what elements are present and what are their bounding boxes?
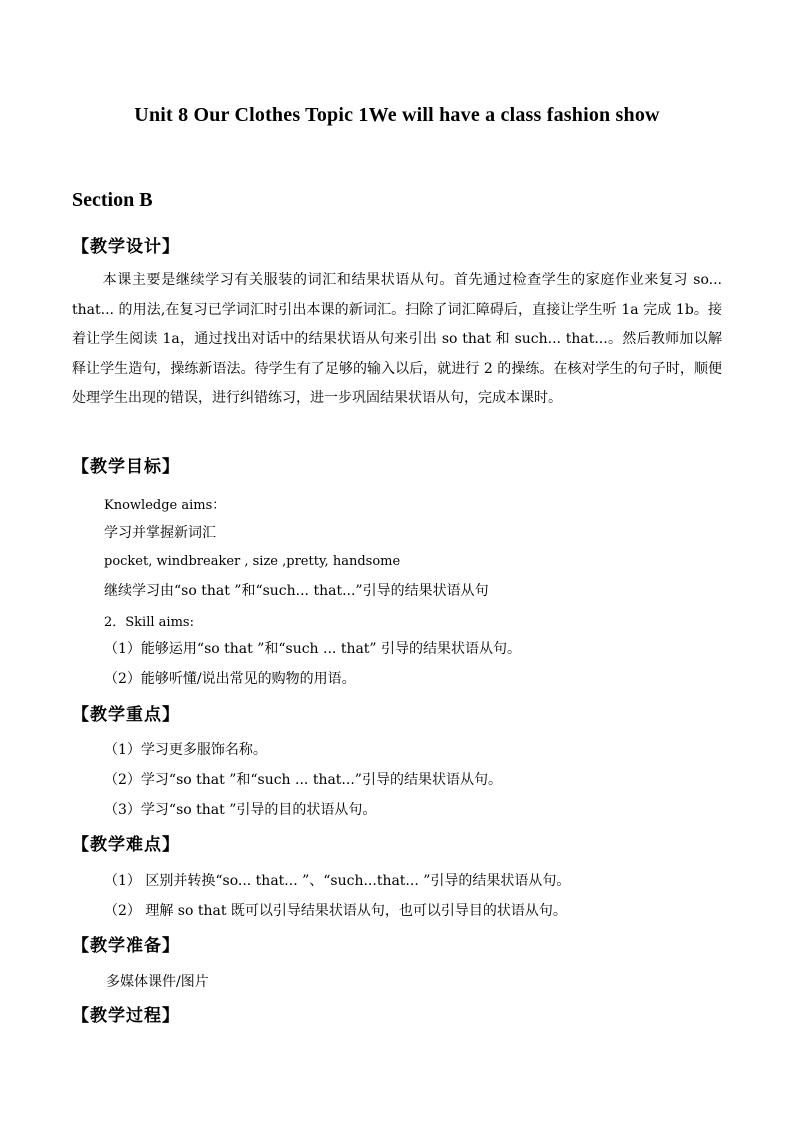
knowledge-item-3: 继续学习由“so that ”和“such... that...”引导的结果状语从句 [104, 583, 489, 599]
heading-preparation: 【教学准备】 [72, 936, 180, 956]
skill-item-2: （2）能够听懂/说出常见的购物的用语。 [104, 671, 356, 687]
heading-teaching-objectives: 【教学目标】 [72, 457, 180, 477]
key-point-3: （3）学习“so that ”引导的目的状语从句。 [104, 802, 377, 818]
key-point-1: （1）学习更多服饰名称。 [104, 742, 267, 758]
document-title: Unit 8 Our Clothes Topic 1We will have a class fashion show [134, 104, 660, 126]
skill-item-1: （1）能够运用“so that ”和“such ... that” 引导的结果状语从句。 [104, 641, 522, 657]
teaching-design-text: 本课主要是继续学习有关服装的词汇和结果状语从句。首先通过检查学生的家庭作业来复习 so... that... 的用法,在复习已学词汇时引出本课的新词汇。扫除了词汇障碍后，直接让学生听 1a 完成 1b。接着让学生阅读 1a，通过找出对话中的结果状语从句来引出 so that 和 such... that...。然后教师加以解释让学生造句，操练新语法。待学生有了足够的输入以后，就进行 2 的操练。在核对学生的句子时，顺便处理学生出现的错误，进行纠错练习，进一步巩固结果状语从句，完成本课时。 [72, 272, 722, 407]
knowledge-item-1: 学习并掌握新词汇 [104, 525, 216, 541]
preparation-text: 多媒体课件/图片 [106, 974, 209, 990]
skill-aims-label: 2．Skill aims: [104, 615, 194, 630]
heading-difficulties: 【教学难点】 [72, 835, 180, 855]
teaching-design-paragraph [72, 266, 722, 414]
heading-teaching-design: 【教学设计】 [72, 237, 180, 257]
knowledge-item-2: pocket, windbreaker , size ,pretty, handsome [104, 554, 401, 569]
heading-key-points: 【教学重点】 [72, 705, 180, 725]
section-title: Section B [72, 189, 153, 211]
key-point-2: （2）学习“so that ”和“such ... that...”引导的结果状语从句。 [104, 772, 502, 788]
heading-teaching-process: 【教学过程】 [72, 1006, 180, 1026]
knowledge-aims-label: Knowledge aims： [104, 498, 226, 513]
difficulty-2: （2） 理解 so that 既可以引导结果状语从句，也可以引导目的状语从句。 [104, 903, 567, 919]
difficulty-1: （1） 区别并转换“so... that... ”、“such...that... ”引导的结果状语从句。 [104, 873, 571, 889]
